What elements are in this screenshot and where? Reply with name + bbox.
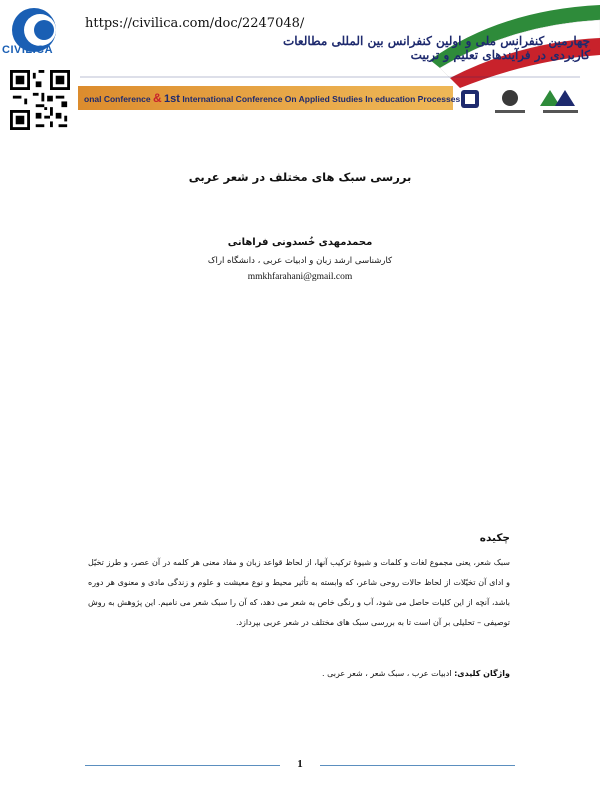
conference-band-text xyxy=(84,91,460,105)
conference-title-persian: چهارمین کنفرانس ملی و اولین کنفرانس بین المللی مطالعات کاربردی در فرآیندهای تعلیم و تربیت xyxy=(282,34,590,62)
university-seal-icon xyxy=(461,90,479,108)
band-ordinal: 1st xyxy=(164,93,180,105)
qr-code-icon xyxy=(10,70,70,130)
keywords-label: واژگان کلیدی: xyxy=(454,669,510,678)
document-url-link[interactable]: https://civilica.com/doc/2247048/ xyxy=(85,16,305,31)
ministry-emblem-icon xyxy=(495,90,525,113)
page-number: 1 xyxy=(297,758,303,770)
sponsor-logos xyxy=(455,84,595,124)
footer-rule-right xyxy=(320,765,515,766)
association-logo-icon xyxy=(540,90,578,113)
band-right-text: International Conference On Applied Studies In education Processes xyxy=(182,94,461,104)
band-ampersand: & xyxy=(152,91,162,105)
footer-rule-left xyxy=(85,765,280,766)
abstract-body: سبک شعر، یعنی مجموع لغات و کلمات و شیوهٔ ترکیب آنها، از لحاظ قواعد زبان و مفاد معنی هر کلمه در آن عصر، و طرز تخیّل و ادای آن تخیّلات از لحاظ حالات روحی شاعر، که وابسته به تأثیر محیط و نوع معیشت و علوم و زندگی مادی و معنوی هر دوره باشد، آنچه از این کلیات حاصل می شود، آب و رنگی خاص به شعر می دهد، که آن را سبک شعر می نامیم. این پژوهش به روش توصیفی – تحلیلی بر آن است تا به بررسی سبک های مختلف در شعر عربی بپردازد. xyxy=(88,558,510,627)
author-email: mmkhfarahani@gmail.com xyxy=(247,272,353,282)
band-left-text: onal Conference xyxy=(84,94,151,104)
paper-title: بررسی سبک های مختلف در شعر عربی xyxy=(188,170,412,184)
keywords-line xyxy=(260,669,510,678)
abstract-heading: چکیده xyxy=(479,532,510,544)
keywords-value: ادبیات عرب ، سبک شعر ، شعر عربی . xyxy=(322,669,452,678)
author-affiliation: کارشناسی ارشد زبان و ادبیات عربی ، دانشگاه اراک xyxy=(207,256,393,266)
conference-banner xyxy=(0,0,600,130)
author-name: محمدمهدی خُسدونی فراهانی xyxy=(227,237,373,248)
logo-text: CIVILICA xyxy=(2,44,54,56)
